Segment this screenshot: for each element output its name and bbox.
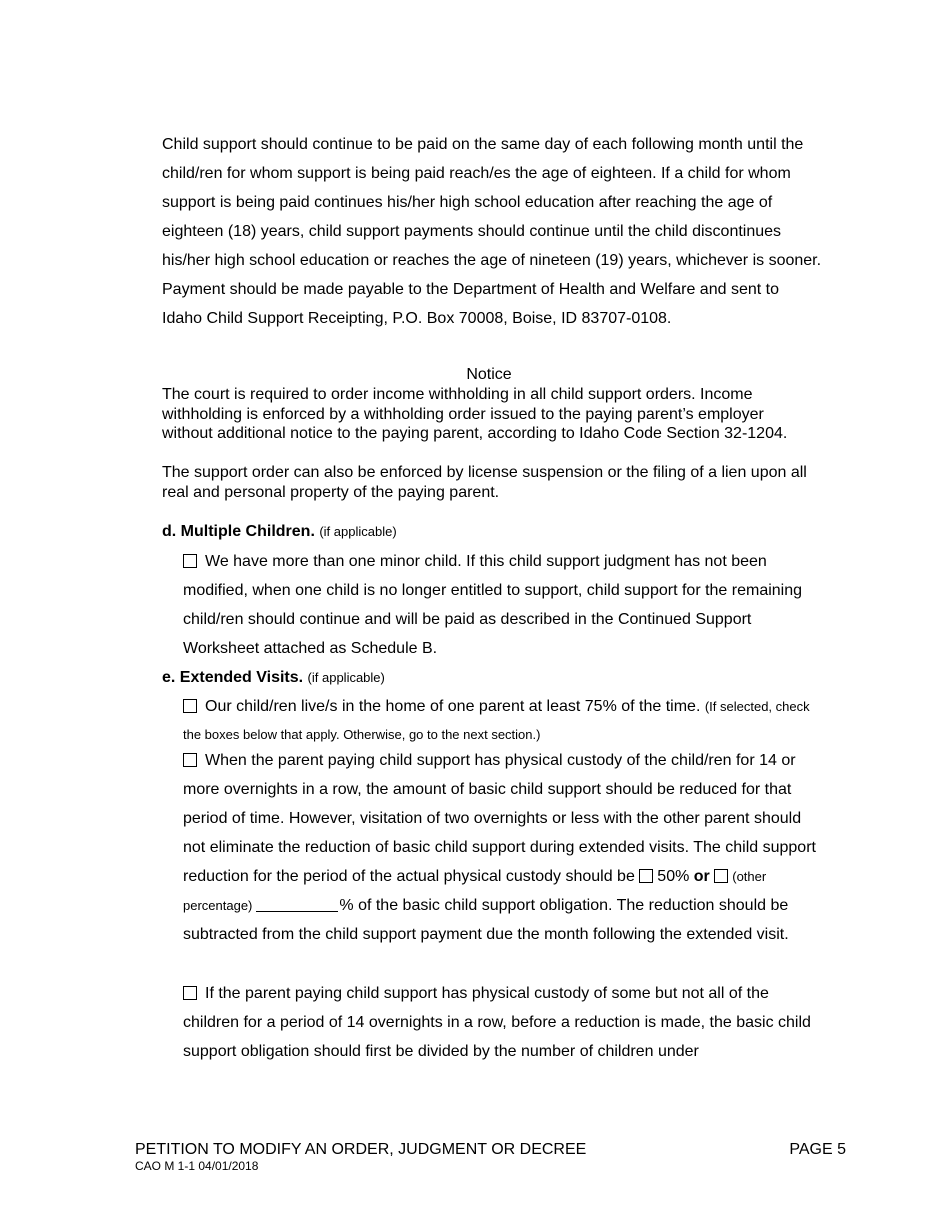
section-d-heading [162,522,397,542]
other-percentage-blank[interactable] [256,895,338,912]
section-d-qualifier: (if applicable) [319,524,397,539]
section-e-qualifier: (if applicable) [307,670,385,685]
other-percentage-label: (other percentage) [183,869,767,913]
partial-custody-item [183,979,823,1066]
partial-custody-checkbox[interactable] [183,986,197,1000]
multiple-children-checkbox[interactable] [183,554,197,568]
fifty-percent-label: 50% [657,868,690,885]
majority-time-item [183,693,823,749]
notice-paragraph-enforcement: The support order can also be enforced by license suspension or the filing of a lien upon all real and personal property of the paying parent. [162,464,807,501]
footer-page-number: PAGE 5 [789,1141,846,1158]
extended-visit-text-part2: % of the basic child support obligation. The reduction should be subtracted from the child support payment due the month following the extended visit. [183,897,789,943]
extended-visit-checkbox[interactable] [183,753,197,767]
majority-time-note: (If selected, check the boxes below that apply. Otherwise, go to the next section.) [183,699,810,742]
notice-paragraph-withholding: The court is required to order income withholding in all child support orders. Income withholding is enforced by a withholding order issued to the paying parent’s employer without additional notice to the paying parent, according to Idaho Code Section 32-1204. [162,386,788,442]
other-percentage-checkbox[interactable] [714,869,728,883]
section-d-title: d. Multiple Children. [162,523,315,540]
majority-time-text: Our child/ren live/s in the home of one parent at least 75% of the time. [205,698,701,715]
or-label: or [693,868,710,885]
extended-visit-item [183,746,823,949]
fifty-percent-checkbox[interactable] [639,869,653,883]
footer-form-title: PETITION TO MODIFY AN ORDER, JUDGMENT OR DECREE [135,1141,587,1158]
footer-form-code: CAO M 1-1 04/01/2018 [135,1159,259,1173]
extended-visit-text-part1: When the parent paying child support has physical custody of the child/ren for 14 or more overnights in a row, the amount of basic child support should be reduced for that period of time. However, visitation of two overnights or less with the other parent should not eliminate the reduction of basic child support during extended visits. The child support reduction for the period of the actual physical custody should be [183,752,816,885]
section-e-title: e. Extended Visits. [162,669,304,686]
majority-time-checkbox[interactable] [183,699,197,713]
notice-title: Notice [466,366,512,383]
section-e-heading [162,668,385,688]
multiple-children-item [183,547,823,663]
multiple-children-text: We have more than one minor child. If this child support judgment has not been modified, when one child is no longer entitled to support, child support for the remaining child/ren should continue and will be paid as described in the Continued Support Worksheet attached as Schedule B. [183,553,803,657]
partial-custody-text: If the parent paying child support has physical custody of some but not all of the children for a period of 14 overnights in a row, before a reduction is made, the basic child support obligation should first be divided by the number of children under [183,985,811,1060]
continue-payment-paragraph: Child support should continue to be paid on the same day of each following month until the child/ren for whom support is being paid reach/es the age of eighteen. If a child for whom support is being paid continues his/her high school education after reaching the age of eighteen (18) years, child support payments should continue until the child discontinues his/her high school education or reaches the age of nineteen (19) years, whichever is sooner. Payment should be made payable to the Department of Health and Welfare and sent to Idaho Child Support Receipting, P.O. Box 70008, Boise, ID 83707-0108. [162,136,822,327]
